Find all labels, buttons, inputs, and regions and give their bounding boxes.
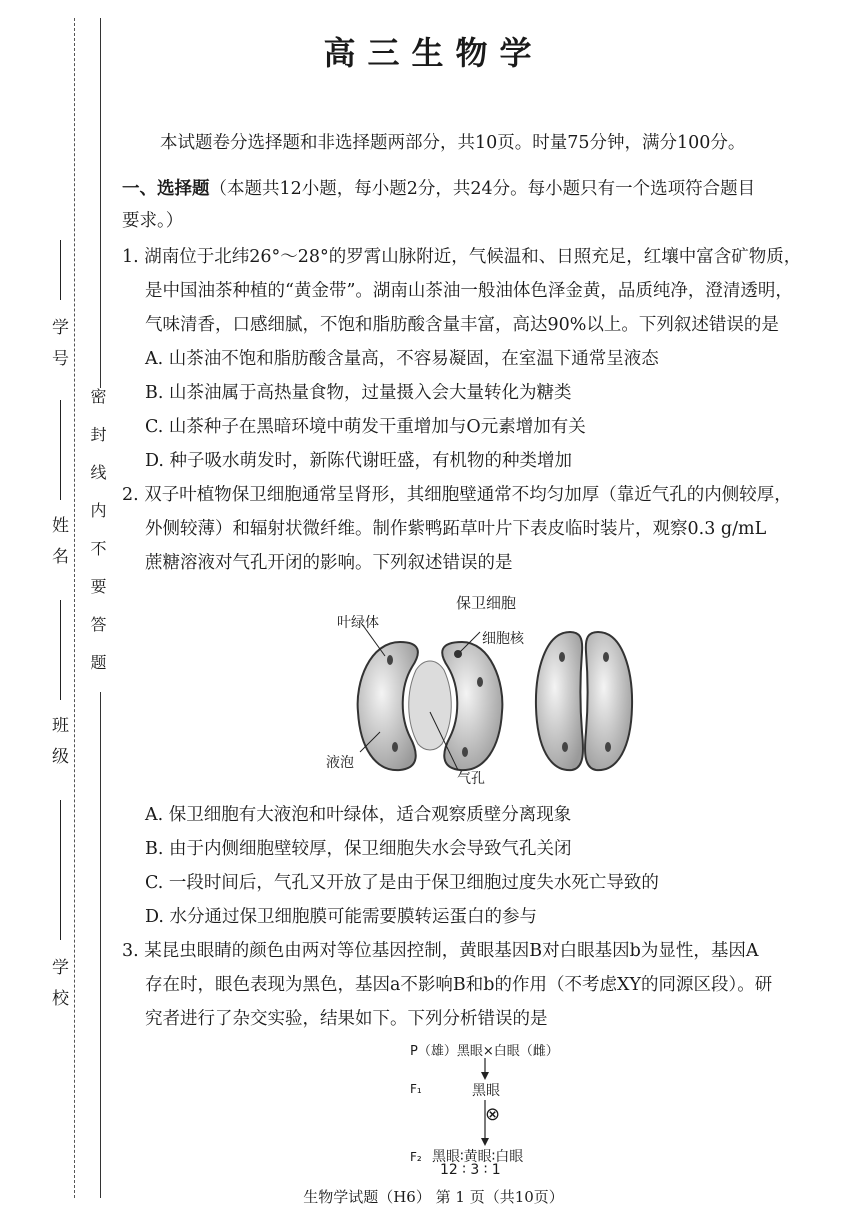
class-label: 班级 (48, 716, 68, 778)
section-note-1: （本题共12小题，每小题2分，共24分。每小题只有一个选项符合题目 (209, 179, 756, 199)
q1-option-d: D. 种子吸水萌发时，新陈代谢旺盛，有机物的种类增加 (145, 451, 573, 471)
name-label: 姓名 (48, 516, 68, 578)
label-stoma: 气孔 (457, 771, 485, 787)
cross-f1-value: 黑眼 (472, 1083, 500, 1099)
page-title: 高三生物学 (323, 34, 544, 72)
q2-option-a: A. 保卫细胞有大液泡和叶绿体，适合观察质壁分离现象 (145, 805, 572, 825)
figure-title: 保卫细胞 (456, 594, 517, 612)
q1-option-c: C. 山茶种子在黑暗环境中萌发干重增加与O元素增加有关 (145, 417, 586, 437)
class-blank[interactable] (60, 600, 61, 700)
page-footer: 生物学试题（H6） 第 1 页（共10页） (303, 1188, 564, 1206)
q2-option-c: C. 一段时间后，气孔又开放了是由于保卫细胞过度失水死亡导致的 (145, 873, 659, 893)
q1-stem-3: 气味清香，口感细腻，不饱和脂肪酸含量丰富，高达90%以上。下列叙述错误的是 (145, 315, 779, 335)
student-id-label: 学号 (48, 318, 68, 380)
cross-f2-value: 黑眼∶黄眼∶白眼 (432, 1149, 524, 1165)
q1-option-a: A. 山茶油不饱和脂肪酸含量高，不容易凝固，在室温下通常呈液态 (145, 349, 659, 369)
student-id-blank[interactable] (60, 240, 61, 300)
section-note-2: 要求。） (122, 211, 184, 231)
q2-stem-2: 外侧较薄）和辐射状微纤维。制作紫鸭跖草叶片下表皮临时装片，观察0.3 g/mL (145, 519, 767, 539)
guard-cell-diagram (340, 612, 640, 792)
exam-intro: 本试题卷分选择题和非选择题两部分，共10页。时量75分钟，满分100分。 (160, 133, 746, 153)
q3-stem-1: 3. 某昆虫眼睛的颜色由两对等位基因控制，黄眼基因B对白眼基因b为显性，基因A (122, 941, 759, 961)
q2-stem-3: 蔗糖溶液对气孔开闭的影响。下列叙述错误的是 (145, 553, 513, 573)
label-chloroplast: 叶绿体 (337, 615, 379, 631)
q2-option-d: D. 水分通过保卫细胞膜可能需要膜转运蛋白的参与 (145, 907, 538, 927)
cross-f1-label: F₁ (410, 1082, 422, 1096)
binding-seal-line (74, 18, 75, 1198)
school-label: 学校 (48, 958, 68, 1020)
selfing-symbol: ⊗ (485, 1104, 501, 1125)
cross-f2-label: F₂ (410, 1150, 422, 1164)
cross-arrows (478, 1056, 492, 1150)
q1-stem-2: 是中国油茶种植的“黄金带”。湖南山茶油一般油体色泽金黄，品质纯净，澄清透明， (145, 281, 793, 301)
cross-f2-ratio: 12 ∶ 3 ∶ 1 (440, 1162, 501, 1178)
q3-stem-2: 存在时，眼色表现为黑色，基因a不影响B和b的作用（不考虑XY的同源区段）。研 (145, 975, 773, 995)
school-blank[interactable] (60, 800, 61, 940)
cross-p-line: P（雄）黑眼×白眼（雌） (410, 1044, 559, 1059)
stoma-pore (409, 661, 452, 750)
name-blank[interactable] (60, 400, 61, 500)
seal-warning: 密封线内不要答题 (88, 388, 107, 692)
section-title: 一、选择题 (122, 179, 210, 199)
closed-guard-cell-left (536, 632, 583, 770)
label-nucleus: 细胞核 (482, 631, 524, 647)
q1-stem-1: 1. 湖南位于北纬26°～28°的罗霄山脉附近，气候温和、日照充足，红壤中富含矿物质， (122, 247, 802, 267)
q1-option-b: B. 山茶油属于高热量食物，过量摄入会大量转化为糖类 (145, 383, 572, 403)
q2-option-b: B. 由于内侧细胞壁较厚，保卫细胞失水会导致气孔关闭 (145, 839, 572, 859)
label-vacuole: 液泡 (326, 755, 354, 771)
section-heading (122, 172, 755, 206)
q3-stem-3: 究者进行了杂交实验，结果如下。下列分析错误的是 (145, 1009, 548, 1029)
q2-stem-1: 2. 双子叶植物保卫细胞通常呈肾形，其细胞壁通常不均匀加厚（靠近气孔的内侧较厚， (122, 485, 792, 505)
